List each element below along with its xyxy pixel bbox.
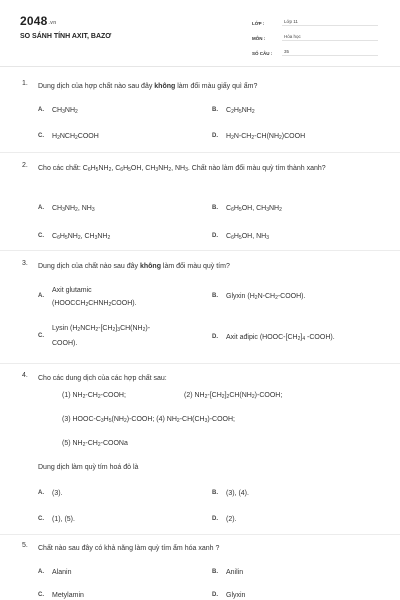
option-letter: B.: [212, 569, 218, 575]
question-number: 5.: [22, 542, 28, 549]
worksheet-header: [0, 0, 400, 66]
option-text: Axit ađipic ($HOOC-[CH_2]_4$ -COOH).: [226, 334, 335, 342]
meta-row-count: [252, 44, 378, 56]
option-text: (3).: [52, 490, 63, 497]
question-text: Chất nào sau đây có khả năng làm quỳ tím ẩm hóa xanh ?: [38, 545, 220, 552]
option-text: (2).: [226, 516, 237, 523]
option-letter: C.: [38, 333, 44, 339]
statement-2: (2) $NH_2-[CH_2]_2CH(NH_2)$-COOH;: [184, 392, 283, 400]
option-text: $CH_3NH_2$: [52, 107, 78, 115]
question-separator: [0, 534, 400, 535]
option-letter: D.: [212, 133, 218, 139]
question-number: 1.: [22, 80, 28, 87]
option-letter: A.: [38, 569, 44, 575]
meta-label-count: SỐ CÂU :: [252, 51, 273, 56]
question-text: [38, 80, 383, 94]
statement-3-4: (3) HOOC-$C_3H_5(NH_2)$-COOH; (4) $NH_2-CH(CH_3)$-COOH;: [62, 416, 235, 424]
meta-value-class: Lớp 11: [282, 19, 378, 26]
option-letter: C.: [38, 592, 44, 598]
question-separator: [0, 363, 400, 364]
option-text: $C_6H_5NH_2$, $CH_3NH_2$: [52, 233, 111, 241]
option-letter: C.: [38, 516, 44, 522]
option-letter: A.: [38, 293, 44, 299]
option-text: $H_2NCH_2COOH$: [52, 133, 99, 141]
question-text: [38, 260, 383, 274]
question-text: Cho các chất: $C_6H_5NH_2$, $C_6H_5OH$, $CH_3NH_2$, $NH_3$. Chất nào làm đổi màu quỳ tím thành xanh?: [38, 165, 326, 173]
option-text: $H_2N-CH_2-CH(NH_2)COOH$: [226, 133, 306, 141]
question-separator: [0, 250, 400, 251]
logo-text: 2048: [20, 14, 48, 28]
statement-1: (1) $NH_2-CH_2$-COOH;: [62, 392, 126, 400]
statement-5: (5) $NH_2-CH_2$-COONa: [62, 440, 128, 448]
option-text: Anilin: [226, 569, 244, 576]
option-letter: D.: [212, 592, 218, 598]
option-letter: B.: [212, 107, 218, 113]
option-letter: B.: [212, 490, 218, 496]
option-letter: A.: [38, 107, 44, 113]
option-text: $C_6H_5OH$, $CH_3NH_2$: [226, 205, 282, 213]
option-text: $C_2H_5NH_2$: [226, 107, 255, 115]
logo-domain: .vn: [48, 20, 57, 26]
question-number: 4.: [22, 372, 28, 379]
meta-row-class: [252, 14, 378, 26]
question-number: 3.: [22, 260, 28, 267]
option-text: Lysin ($H_2NCH_2-[CH_2]_3CH(NH_2)-$ COOH).: [52, 325, 151, 347]
worksheet-title: SO SÁNH TÍNH AXIT, BAZƠ: [20, 33, 112, 40]
option-text: Glyxin: [226, 592, 246, 599]
option-letter: C.: [38, 133, 44, 139]
option-text: Alanin: [52, 569, 72, 576]
question-emphasis: không: [139, 263, 161, 270]
option-text: $CH_3NH_2$, $NH_3$: [52, 205, 95, 213]
option-letter: D.: [212, 516, 218, 522]
meta-label-class: LỚP :: [252, 21, 265, 26]
meta-info: [252, 14, 378, 59]
question-followup: Dung dịch làm quỳ tím hoá đỏ là: [38, 464, 139, 471]
meta-label-subject: MÔN :: [252, 36, 266, 41]
question-emphasis: không: [154, 83, 176, 90]
option-text: $C_6H_5OH$, $NH_3$: [226, 233, 269, 241]
option-text: Glyxin $(H_2N-CH_2-COOH)$.: [226, 293, 306, 301]
meta-value-count: 35: [282, 49, 378, 56]
option-letter: D.: [212, 233, 218, 239]
option-letter: B.: [212, 205, 218, 211]
site-logo[interactable]: [20, 14, 56, 28]
option-letter: D.: [212, 334, 218, 340]
option-letter: C.: [38, 233, 44, 239]
option-text: Metylamin: [52, 592, 84, 599]
meta-value-subject: Hóa học: [282, 34, 378, 41]
question-text: Cho các dung dịch của các hợp chất sau:: [38, 375, 167, 382]
question-text-part: làm đổi màu quỳ tím?: [160, 263, 230, 270]
option-letter: A.: [38, 205, 44, 211]
question-text-part: làm đổi màu giấy quì ẩm?: [175, 83, 258, 90]
header-divider: [0, 66, 400, 67]
meta-row-subject: [252, 29, 378, 41]
question-text-part: Dung dịch của hợp chất nào sau đây: [38, 83, 155, 90]
option-letter: A.: [38, 490, 44, 496]
question-number: 2.: [22, 162, 28, 169]
option-text: Axit glutamic $(HOOCCH_2CHNH_2COOH)$.: [52, 287, 137, 308]
question-separator: [0, 152, 400, 153]
option-letter: B.: [212, 293, 218, 299]
option-text: (3), (4).: [226, 490, 249, 497]
option-text: (1), (5).: [52, 516, 75, 523]
question-text-part: Dung dịch của chất nào sau đây: [38, 263, 140, 270]
